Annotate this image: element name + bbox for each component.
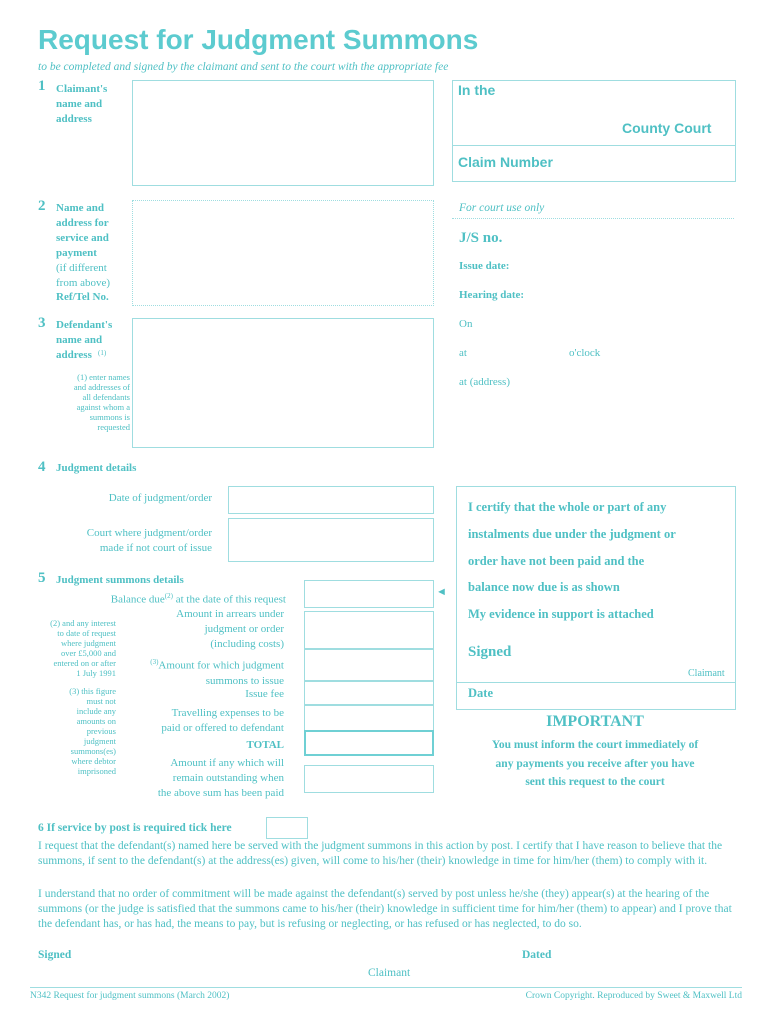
court-where-field[interactable] — [228, 518, 434, 562]
section-6-heading: 6 If service by post is required tick here — [38, 822, 232, 834]
outstanding-label: Amount if any which will remain outstanding when the above sum has been paid — [157, 757, 284, 799]
in-the-label: In the — [458, 82, 496, 98]
county-court-label: County Court — [622, 120, 712, 136]
footer-right: Crown Copyright. Reproduced by Sweet & Maxwell Ltd — [525, 991, 742, 1001]
court-where-label: Court where judgment/order made if not court of issue — [86, 527, 212, 554]
balance-arrow-icon: ◄ — [436, 586, 447, 598]
claimant-name-address-field[interactable] — [132, 80, 434, 186]
hearing-on-label: On — [459, 318, 473, 330]
certify-claimant-label: Claimant — [688, 668, 725, 679]
section-6-para-2: I understand that no order of commitment will be made against the defendant(s) served by post unless he/she (they) appear(s) at the hearing of the summons (or the judge is satisfied that the summons came to his/her (their) knowledge in sufficient time for him/her (them) to appear) and I prove that the defendant has, or has had, the means to pay, but is refusing or neglecting, or has refused or has neglected, to do so. — [38, 888, 732, 930]
travelling-field[interactable] — [304, 705, 434, 731]
outstanding-field[interactable] — [304, 765, 434, 793]
section-6-para-1: I request that the defendant(s) named here be served with the judgment summons in this action by post. I certify that I have reason to believe that the summons, if sent to the defendant(s) at the address(es) given, will come to his/her (their) knowledge in time for him/her (them) to comply with it. — [38, 840, 723, 867]
balance-due-sup: (2) — [164, 592, 173, 600]
total-field[interactable] — [304, 730, 434, 756]
footer-left: N342 Request for judgment summons (March 2002) — [30, 991, 230, 1001]
balance-due-field[interactable] — [304, 580, 434, 608]
footer-rule — [30, 987, 742, 988]
note-2: (2) and any interest to date of request where judgment over £5,000 and entered on or after 1 July 1991 — [50, 618, 116, 678]
section-6-signed-label: Signed — [38, 949, 72, 961]
balance-due-text: Balance due — [110, 593, 165, 606]
amount-issue-sup: (3) — [150, 658, 159, 666]
section-1-label: Claimant's name and address — [56, 83, 108, 125]
section-3-number: 3 — [38, 315, 46, 331]
service-address-field[interactable] — [132, 200, 434, 306]
section-6-claimant-label: Claimant — [368, 967, 411, 979]
amount-issue-label — [124, 655, 284, 689]
court-use-heading: For court use only — [459, 202, 545, 214]
balance-due-suffix: at the date of this request — [172, 593, 286, 606]
at-address-label: at (address) — [459, 376, 511, 388]
js-no-label: J/S no. — [459, 230, 503, 246]
section-2-ref-label: Ref/Tel No. — [56, 291, 109, 303]
note-3: (3) this figure must not include any amounts on previous judgment summons(es) where debtor imprisoned — [69, 686, 116, 776]
certify-text: I certify that the whole or part of any instalments due under the judgment or order have not been paid and the balance now due is as shown My evidence in support is attached — [468, 500, 676, 622]
section-1-number: 1 — [38, 78, 46, 94]
amount-issue-field[interactable] — [304, 649, 434, 681]
section-2-label: Name and address for service and payment — [56, 202, 109, 259]
amount-issue-text: Amount for which judgment summons to issue — [158, 659, 284, 687]
date-of-judgment-label: Date of judgment/order — [108, 492, 212, 504]
date-of-judgment-field[interactable] — [228, 486, 434, 514]
issue-fee-field[interactable] — [304, 681, 434, 705]
section-2-note: (if different from above) — [56, 262, 111, 289]
court-box-divider — [453, 145, 735, 146]
travelling-label: Travelling expenses to be paid or offered to defendant — [161, 707, 284, 734]
oclock-label: o'clock — [569, 347, 601, 359]
total-label: TOTAL — [246, 739, 284, 751]
section-4-number: 4 — [38, 459, 46, 475]
section-3-note: (1) enter names and addresses of all defendants against whom a summons is requested — [73, 372, 130, 432]
issue-date-label: Issue date: — [459, 260, 510, 272]
certify-date-label: Date — [468, 686, 493, 700]
certify-rule — [456, 682, 736, 683]
court-use-rule — [452, 218, 734, 220]
section-5-label: Judgment summons details — [56, 574, 184, 586]
important-text: You must inform the court immediately of any payments you receive after you have sent this request to the court — [491, 739, 699, 788]
hearing-at-label: at — [459, 347, 467, 359]
section-6-dated-label: Dated — [522, 949, 552, 961]
section-5-number: 5 — [38, 570, 46, 586]
section-2-number: 2 — [38, 198, 46, 214]
signed-label: Signed — [468, 644, 512, 660]
page-subtitle: to be completed and signed by the claimant and sent to the court with the appropriate fee — [38, 61, 449, 73]
important-heading: IMPORTANT — [546, 713, 644, 730]
defendant-name-address-field[interactable] — [132, 318, 434, 448]
balance-due-label — [76, 589, 286, 608]
page-title: Request for Judgment Summons — [38, 24, 479, 55]
post-service-checkbox[interactable] — [266, 817, 308, 839]
claim-number-label: Claim Number — [458, 154, 553, 170]
arrears-field[interactable] — [304, 611, 434, 649]
issue-fee-label: Issue fee — [245, 688, 284, 700]
hearing-date-label: Hearing date: — [459, 289, 525, 301]
arrears-label: Amount in arrears under judgment or order (including costs) — [176, 608, 284, 650]
section-3-label: Defendant's name and address — [56, 319, 113, 361]
section-3-sup: (1) — [98, 349, 107, 357]
section-4-label: Judgment details — [56, 462, 137, 474]
